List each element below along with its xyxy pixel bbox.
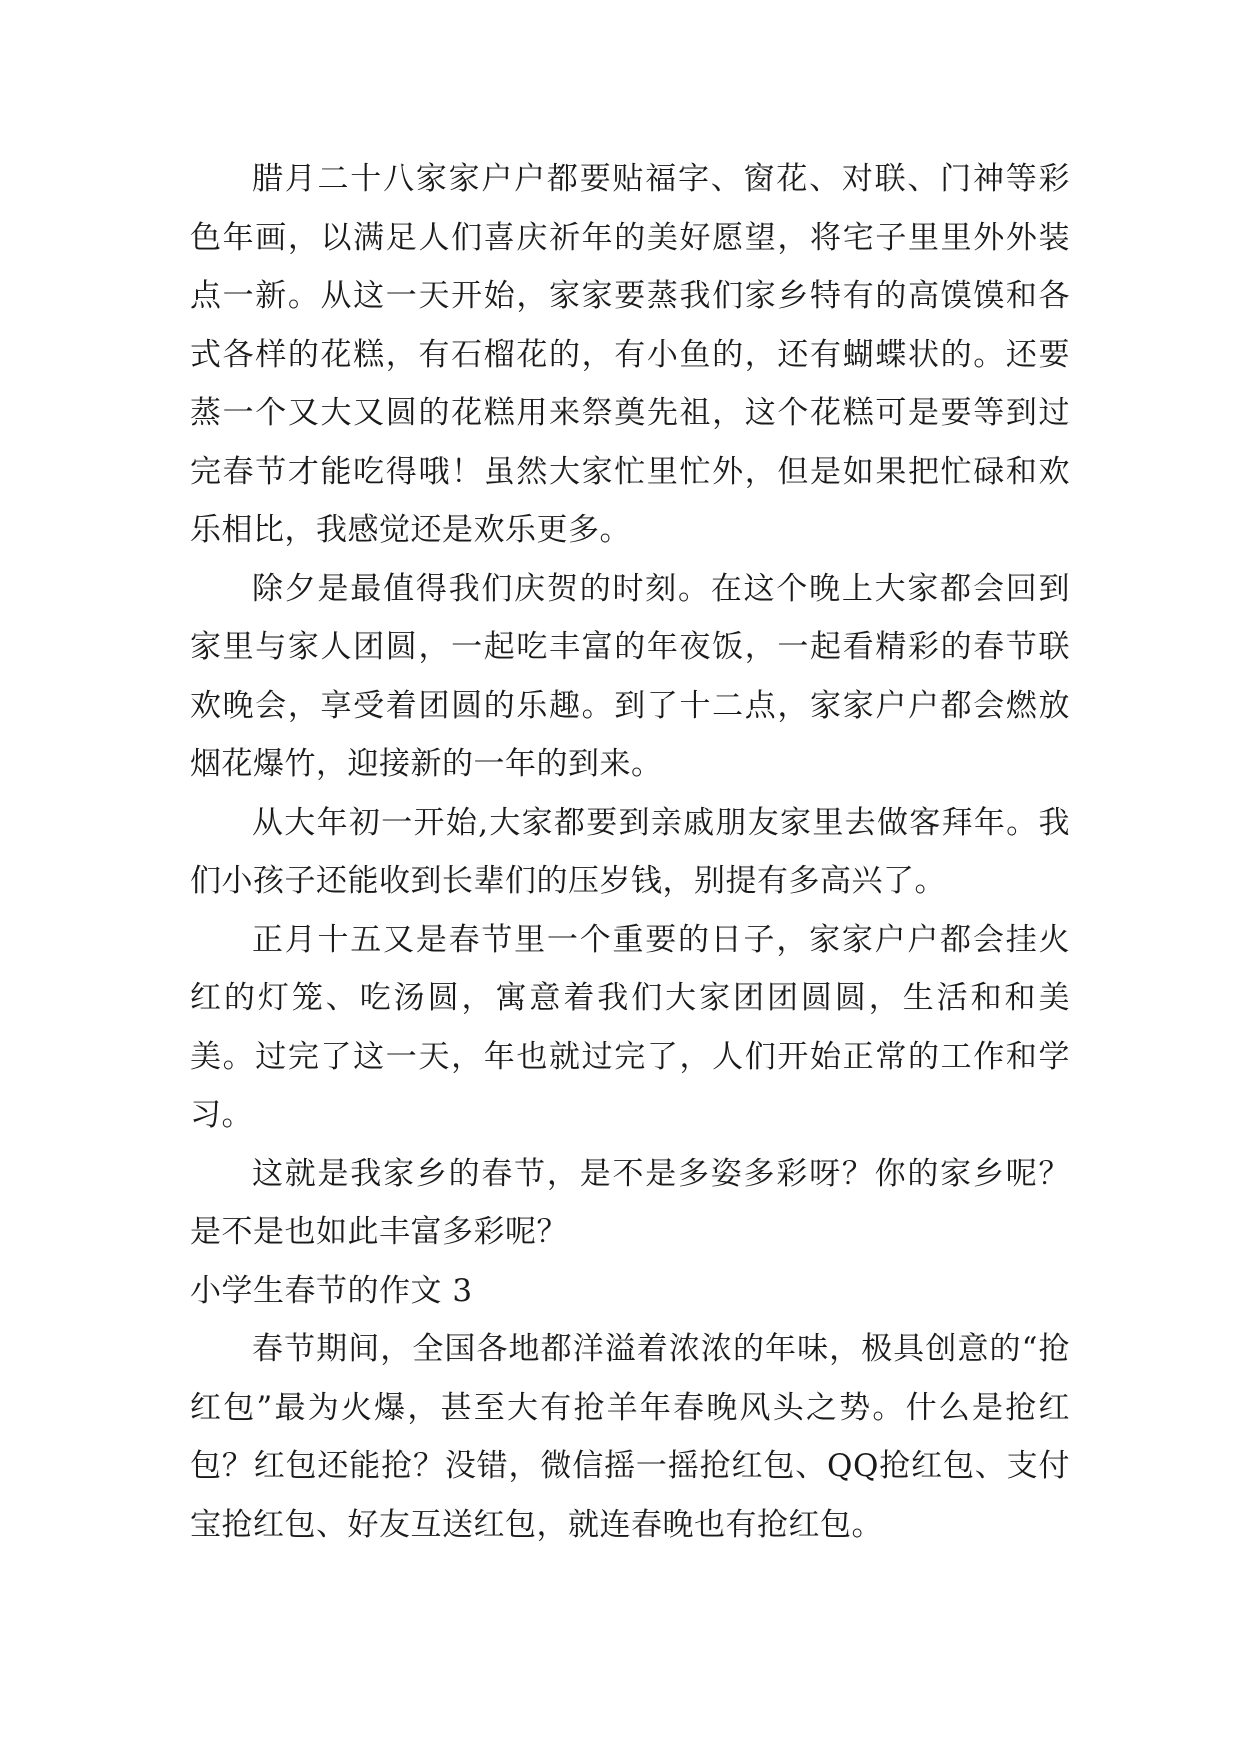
paragraph-hong-bao: 春节期间，全国各地都洋溢着浓浓的年味，极具创意的“抢红包”最为火爆，甚至大有抢羊年春晚风头之势。什么是抢红包？红包还能抢？没错，微信摇一摇抢红包、QQ抢红包、支付宝抢红包、好友互送红包，就连春晚也有抢红包。 <box>190 1331 1070 1543</box>
paragraph-la-yue: 腊月二十八家家户户都要贴福字、窗花、对联、门神等彩色年画，以满足人们喜庆祈年的美好愿望，将宅子里里外外装点一新。从这一天开始，家家要蒸我们家乡特有的高馍馍和各式各样的花糕，有石榴花的，有小鱼的，还有蝴蝶状的。还要蒸一个又大又圆的花糕用来祭奠先祖，这个花糕可是要等到过完春节才能吃得哦！虽然大家忙里忙外，但是如果把忙碌和欢乐相比，我感觉还是欢乐更多。 <box>190 161 1070 548</box>
paragraph-chu-yi: 从大年初一开始,大家都要到亲戚朋友家里去做客拜年。我们小孩子还能收到长辈们的压岁钱，别提有多高兴了。 <box>190 804 1070 899</box>
document-body <box>190 150 1070 1554</box>
section-heading: 小学生春节的作文 3 <box>190 1272 473 1309</box>
paragraph-zheng-yue: 正月十五又是春节里一个重要的日子，家家户户都会挂火红的灯笼、吃汤圆，寓意着我们大家团团圆圆，生活和和美美。过完了这一天，年也就过完了，人们开始正常的工作和学习。 <box>190 921 1070 1133</box>
paragraph-chu-xi: 除夕是最值得我们庆贺的时刻。在这个晚上大家都会回到家里与家人团圆，一起吃丰富的年夜饭，一起看精彩的春节联欢晚会，享受着团圆的乐趣。到了十二点，家家户户都会燃放烟花爆竹，迎接新的一年的到来。 <box>190 570 1070 782</box>
paragraph-conclusion: 这就是我家乡的春节，是不是多姿多彩呀？你的家乡呢？是不是也如此丰富多彩呢？ <box>190 1155 1070 1250</box>
